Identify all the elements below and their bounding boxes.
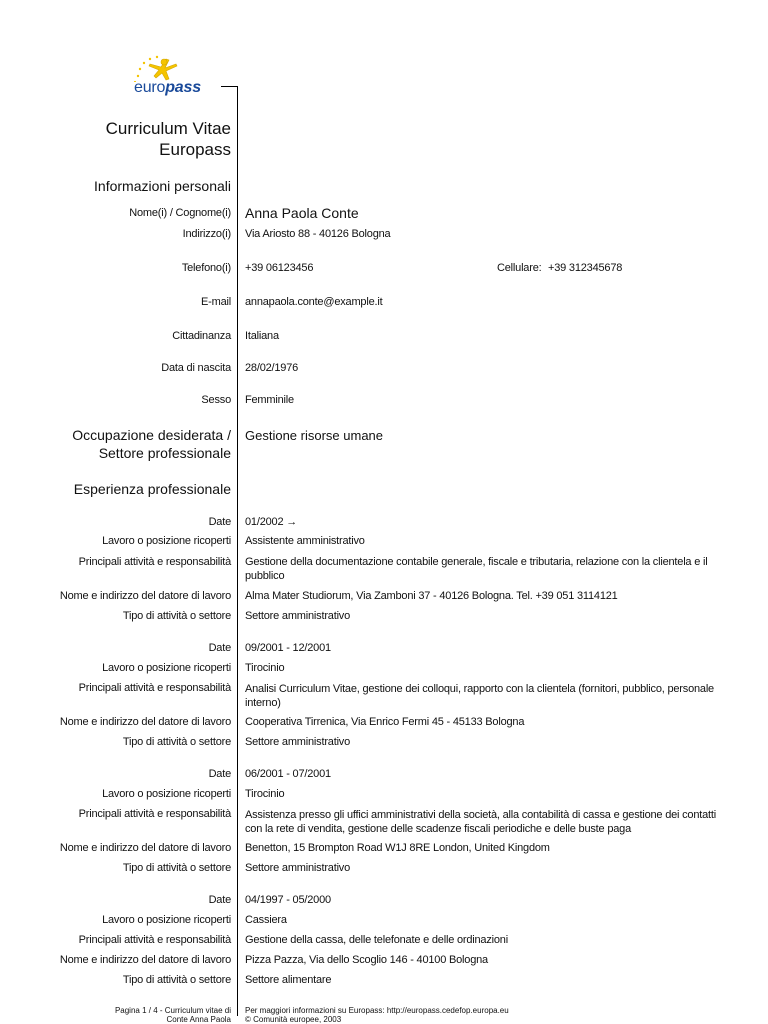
- sector-label: Tipo di attività o settore: [122, 610, 231, 622]
- column-divider: [237, 86, 238, 1016]
- section-heading-experience: Esperienza professionale: [73, 481, 231, 497]
- name-value: Anna Paola Conte: [245, 205, 359, 221]
- email-value: annapaola.conte@example.it: [245, 296, 383, 308]
- position-label: Lavoro o posizione ricoperti: [102, 535, 231, 547]
- desired-label-line1: Occupazione desiderata /: [72, 427, 231, 443]
- cv-title: [106, 118, 231, 160]
- date-label: Date: [208, 642, 231, 654]
- sector-value: Settore amministrativo: [245, 610, 351, 622]
- position-label: Lavoro o posizione ricoperti: [102, 914, 231, 926]
- sector-label: Tipo di attività o settore: [122, 736, 231, 748]
- position-label: Lavoro o posizione ricoperti: [102, 662, 231, 674]
- activities-label: Principali attività e responsabilità: [78, 682, 231, 694]
- position-label: Lavoro o posizione ricoperti: [102, 788, 231, 800]
- employer-value: Cooperativa Tirrenica, Via Enrico Fermi 45 - 45133 Bologna: [245, 716, 525, 728]
- activities-label: Principali attività e responsabilità: [78, 934, 231, 946]
- logo-wordmark: europass: [134, 79, 201, 96]
- activities-value: Gestione della documentazione contabile generale, fiscale e tributaria, relazione con la clientela e il pubblico: [245, 556, 708, 582]
- date-value: 01/2002 →: [245, 516, 298, 528]
- footer-europass-info: [245, 1006, 509, 1024]
- activities-label: Principali attività e responsabilità: [78, 556, 231, 568]
- sector-value: Settore alimentare: [245, 974, 332, 986]
- footer-info-line1: Per maggiori informazioni su Europass: http://europass.cedefop.europa.eu: [245, 1006, 509, 1015]
- employer-label: Nome e indirizzo del datore di lavoro: [59, 716, 231, 728]
- birthdate-value: 28/02/1976: [245, 362, 299, 374]
- employer-value: Benetton, 15 Brompton Road W1J 8RE London, United Kingdom: [245, 842, 550, 854]
- position-value: Cassiera: [245, 914, 287, 926]
- desired-occupation-value: Gestione risorse umane: [245, 428, 384, 443]
- position-value: Tirocinio: [245, 788, 285, 800]
- desired-occupation-label: [72, 426, 231, 462]
- cv-title-line2: Europass: [159, 140, 231, 159]
- email-label: E-mail: [201, 296, 231, 308]
- birthdate-label: Data di nascita: [161, 362, 231, 374]
- employer-label: Nome e indirizzo del datore di lavoro: [59, 954, 231, 966]
- europass-logo: [128, 52, 228, 104]
- desired-label-line2: Settore professionale: [98, 445, 231, 461]
- citizenship-value: Italiana: [245, 330, 279, 342]
- sector-label: Tipo di attività o settore: [122, 974, 231, 986]
- sector-label: Tipo di attività o settore: [122, 862, 231, 874]
- date-value: 04/1997 - 05/2000: [245, 894, 331, 906]
- employer-value: Pizza Pazza, Via dello Scoglio 146 - 40100 Bologna: [245, 954, 488, 966]
- sex-value: Femminile: [245, 394, 294, 406]
- section-heading-personal: Informazioni personali: [94, 178, 231, 194]
- position-value: Assistente amministrativo: [245, 535, 365, 547]
- activities-value: Assistenza presso gli uffici amministrativi della società, alla contabilità di cassa e gestione dei contatti con la rete di vendita, gestione delle scadenze fiscali periodiche e delle buste paga: [245, 809, 716, 835]
- date-value: 06/2001 - 07/2001: [245, 768, 331, 780]
- employer-label: Nome e indirizzo del datore di lavoro: [59, 590, 231, 602]
- date-label: Date: [208, 768, 231, 780]
- activities-label: Principali attività e responsabilità: [78, 808, 231, 820]
- sex-label: Sesso: [201, 394, 231, 406]
- citizenship-label: Cittadinanza: [172, 330, 231, 342]
- footer-page-line1: Pagina 1 / 4 - Curriculum vitae di: [114, 1006, 231, 1015]
- cv-title-line1: Curriculum Vitae: [105, 119, 231, 138]
- address-label: Indirizzo(i): [182, 228, 231, 240]
- name-label: Nome(i) / Cognome(i): [129, 207, 231, 219]
- star-figure-icon: [128, 52, 228, 82]
- employer-label: Nome e indirizzo del datore di lavoro: [59, 842, 231, 854]
- position-value: Tirocinio: [245, 662, 285, 674]
- employer-value: Alma Mater Studiorum, Via Zamboni 37 - 40126 Bologna. Tel. +39 051 3114121: [245, 590, 618, 602]
- footer-page-info: [115, 1006, 231, 1024]
- sector-value: Settore amministrativo: [245, 862, 351, 874]
- activities-value: Gestione della cassa, delle telefonate e delle ordinazioni: [245, 934, 508, 946]
- mobile-label: Cellulare:: [497, 262, 542, 274]
- footer-info-line2: © Comunità europee, 2003: [245, 1015, 342, 1024]
- phone-label: Telefono(i): [181, 262, 231, 274]
- phone-value: +39 06123456: [245, 262, 314, 274]
- sector-value: Settore amministrativo: [245, 736, 351, 748]
- address-value: Via Ariosto 88 - 40126 Bologna: [245, 228, 391, 240]
- date-label: Date: [208, 894, 231, 906]
- activities-value: Analisi Curriculum Vitae, gestione dei colloqui, rapporto con la clientela (fornitori, pubblico, personale interno): [245, 683, 714, 709]
- footer-page-line2: Conte Anna Paola: [166, 1015, 231, 1024]
- mobile-value: +39 312345678: [548, 262, 623, 274]
- date-value: 09/2001 - 12/2001: [245, 642, 331, 654]
- date-label: Date: [208, 516, 231, 528]
